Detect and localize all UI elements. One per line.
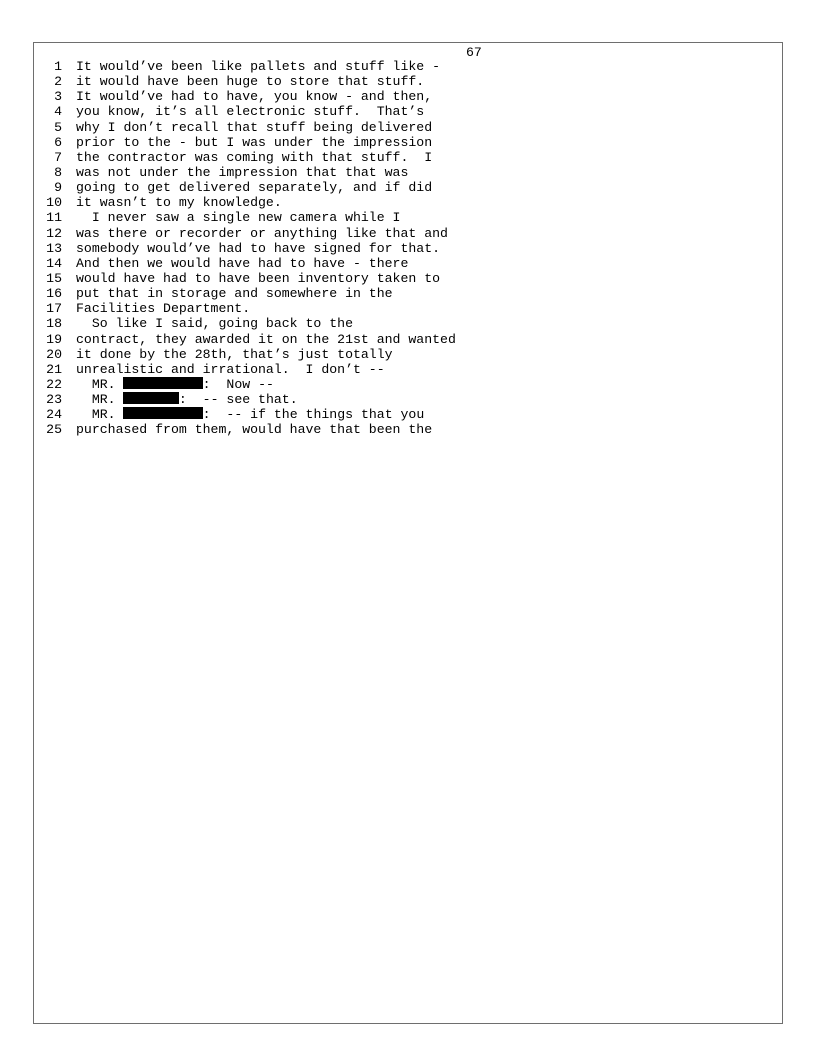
- line-text: [76, 135, 432, 150]
- line-text-segment: it wasn’t to my knowledge.: [76, 195, 282, 211]
- line-text: [76, 120, 432, 135]
- line-text-segment: I never saw a single new camera while I: [76, 210, 401, 226]
- line-text: [76, 241, 440, 256]
- line-text-segment: contract, they awarded it on the 21st and wanted: [76, 331, 456, 347]
- line-text-segment: was not under the impression that that was: [76, 164, 409, 180]
- line-text: [76, 286, 393, 301]
- line-text-segment: Facilities Department.: [76, 301, 251, 317]
- line-text: [76, 271, 440, 286]
- transcript-line: [36, 346, 393, 362]
- line-text-segment: was there or recorder or anything like that and: [76, 225, 448, 241]
- line-number: 19: [46, 331, 62, 347]
- line-number: 15: [46, 270, 62, 286]
- line-text: [76, 180, 432, 195]
- line-text-segment: put that in storage and somewhere in the: [76, 286, 393, 302]
- transcript-line: [36, 361, 385, 377]
- line-number: 22: [46, 376, 62, 392]
- line-text-segment: purchased from them, would have that been the: [76, 422, 433, 438]
- line-text-segment: So like I said, going back to the: [76, 316, 353, 332]
- transcript-line: [36, 240, 441, 256]
- line-number: 6: [54, 134, 62, 150]
- line-number: 4: [54, 104, 62, 120]
- transcript-line: [36, 316, 353, 332]
- transcript-line: [36, 407, 425, 423]
- line-text: [76, 89, 432, 104]
- line-text: [76, 165, 408, 180]
- transcript-line: [36, 59, 441, 74]
- line-number: 5: [54, 119, 62, 135]
- line-number: 14: [46, 255, 62, 271]
- line-text: [76, 195, 282, 210]
- line-text-segment: somebody would’ve had to have signed for that.: [76, 240, 441, 256]
- line-text: [76, 301, 250, 316]
- transcript-line: [36, 119, 433, 135]
- transcript-line: [36, 74, 425, 90]
- line-text-segment: you know, it’s all electronic stuff. That’s: [76, 104, 425, 120]
- line-text-segment: why I don’t recall that stuff being delivered: [76, 119, 433, 135]
- transcript-line: [36, 392, 298, 408]
- line-text-segment: : -- see that.: [178, 392, 298, 408]
- line-number: 9: [54, 180, 62, 196]
- line-text: [76, 150, 432, 165]
- transcript-line: [36, 255, 409, 271]
- line-number: 13: [46, 240, 62, 256]
- line-text: [76, 392, 298, 407]
- transcript-line: [36, 195, 282, 211]
- redaction-bar: [123, 392, 178, 404]
- transcript-line: [36, 134, 433, 150]
- line-text-segment: going to get delivered separately, and if did: [76, 180, 433, 196]
- line-number: 21: [46, 361, 62, 377]
- transcript-line: [36, 301, 251, 317]
- line-text: [76, 332, 456, 347]
- line-text-segment: MR.: [76, 392, 124, 408]
- line-text: [76, 210, 400, 225]
- line-text-segment: And then we would have had to have - there: [76, 255, 409, 271]
- line-text-segment: prior to the - but I was under the impression: [76, 134, 433, 150]
- line-text-segment: the contractor was coming with that stuff. I: [76, 149, 433, 165]
- line-number: 23: [46, 392, 62, 408]
- line-text: [76, 226, 448, 241]
- line-number: 2: [54, 74, 62, 90]
- line-text: [76, 316, 353, 331]
- transcript-line: [36, 422, 433, 438]
- line-text: [76, 362, 385, 377]
- line-text-segment: : -- if the things that you: [202, 407, 425, 423]
- transcript-body: [36, 59, 456, 438]
- transcript-line: [36, 225, 448, 241]
- transcript-line: [36, 210, 401, 226]
- line-number: 25: [46, 422, 62, 438]
- transcript-line: [36, 104, 425, 120]
- transcript-line: [36, 376, 274, 392]
- line-text: [76, 422, 432, 437]
- line-text-segment: MR.: [76, 376, 124, 392]
- line-number: 3: [54, 89, 62, 105]
- transcript-line: [36, 89, 433, 105]
- line-number: 8: [54, 164, 62, 180]
- line-number: 24: [46, 407, 62, 423]
- line-text-segment: would have had to have been inventory taken to: [76, 270, 441, 286]
- line-number: 11: [46, 210, 62, 226]
- redaction-bar: [123, 407, 202, 419]
- line-number: 17: [46, 301, 62, 317]
- line-text-segment: MR.: [76, 407, 124, 423]
- line-number: 16: [46, 286, 62, 302]
- line-text: [76, 74, 424, 89]
- transcript-line: [36, 149, 433, 165]
- line-text-segment: It would’ve had to have, you know - and then,: [76, 89, 433, 105]
- line-text-segment: : Now --: [202, 376, 274, 392]
- transcript-line: [36, 331, 456, 347]
- line-number: 20: [46, 346, 62, 362]
- line-text: [76, 104, 424, 119]
- line-text: [76, 407, 424, 422]
- transcript-line: [36, 286, 393, 302]
- redaction-bar: [123, 377, 202, 389]
- line-number: 10: [46, 195, 62, 211]
- line-text: [76, 59, 440, 74]
- line-text: [76, 377, 274, 392]
- line-number: 1: [54, 59, 62, 74]
- transcript-line: [36, 164, 409, 180]
- line-text-segment: it would have been huge to store that stuff.: [76, 74, 425, 90]
- page-number: 67: [466, 45, 482, 60]
- line-number: 7: [54, 149, 62, 165]
- line-text-segment: it done by the 28th, that’s just totally: [76, 346, 393, 362]
- line-text-segment: It would’ve been like pallets and stuff like -: [76, 59, 441, 74]
- transcript-line: [36, 270, 441, 286]
- line-text: [76, 256, 408, 271]
- line-text-segment: unrealistic and irrational. I don’t --: [76, 361, 385, 377]
- transcript-line: [36, 180, 433, 196]
- line-text: [76, 347, 393, 362]
- line-number: 12: [46, 225, 62, 241]
- line-number: 18: [46, 316, 62, 332]
